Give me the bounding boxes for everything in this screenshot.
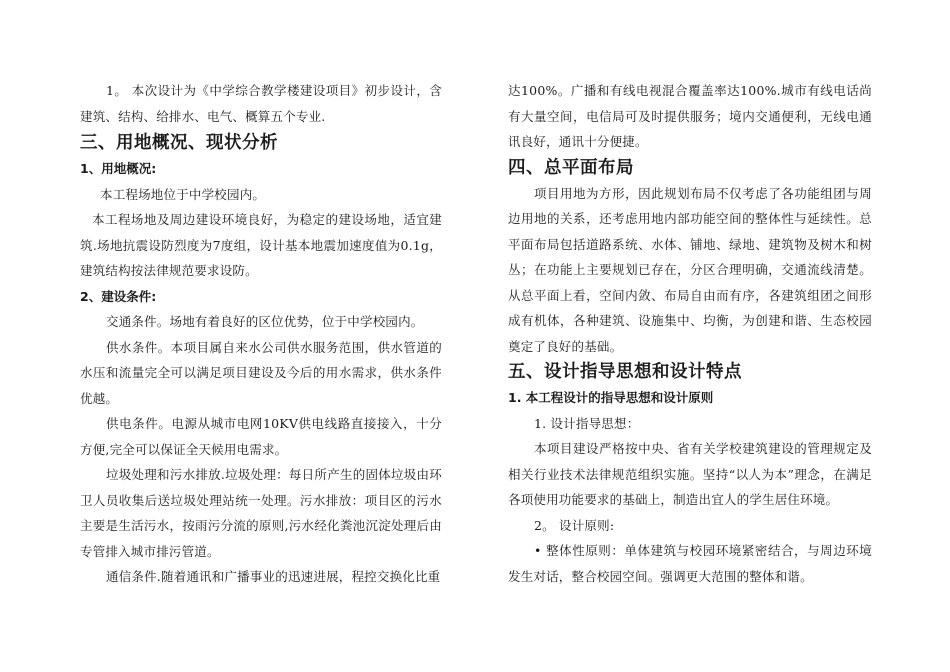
integrity-principle-paragraph: • 整体性原则：单体建筑与校园环境紧密结合，与周边环境发生对话，整合校园空间。强调更大范围的整体和谐。 — [508, 543, 872, 584]
site-layout-paragraph: 项目用地为方形，因此规划布局不仅考虑了各功能组团与周边用地的关系，还考虑用地内部功能空间的整体性与延续性。总平面布局包括道路系统、水体、铺地、绿地、建筑物及树木和树丛；在功能上主要规划已存在，分区合理明确，交通流线清楚。从总平面上看，空间内敛、布局自由而有序，各建筑组团之间形成有机体，各种建筑、设施集中、均衡，为创建和谐、生态校园奠定了良好的基础。 — [508, 185, 872, 354]
section-5-heading: 五、设计指导思想和设计特点 — [508, 362, 742, 382]
water-supply-paragraph: 供水条件。本项目属自来水公司供水服务范围，供水管道的水压和流量完全可以满足项目建设及今后的用水需求，供水条件优越。 — [80, 339, 442, 406]
traffic-paragraph: 交通条件。场地有着良好的区位优势，位于中学校园内。 — [106, 314, 424, 329]
left-column — [80, 78, 442, 590]
communication-paragraph-start: 通信条件.随着通讯和广播事业的迅速进展，程控交换化比重 — [106, 569, 441, 584]
right-column — [508, 78, 872, 589]
item-1-paragraph: 1。 本次设计为《中学综合教学楼建设项目》初步设计，含建筑、结构、给排水、电气、概算五个专业. — [80, 83, 442, 124]
guiding-ideology-paragraph: 本项目建设严格按中央、省有关学校建筑建设的管理规定及相关行业技术法律规范组织实施。坚持“以人为本”理念，在满足各项使用功能要求的基础上，制造出宜人的学生居住环境。 — [508, 441, 872, 507]
waste-disposal-paragraph: 垃圾处理和污水排放.垃圾处理：每日所产生的固体垃圾由环卫人员收集后送垃圾处理站统一处理。污水排放：项目区的污水主要是生活污水，按雨污分流的原则,污水经化粪池沉淀处理后由专管排入城市排污管道。 — [80, 467, 442, 559]
communication-paragraph-end: 达100%。广播和有线电视混合覆盖率达100%.城市有线电话尚有大量空间，电信局可及时提供服务；境内交通便利，无线电通讯良好，通讯十分便捷。 — [508, 83, 872, 149]
guiding-ideology-title: 1. 设计指导思想： — [534, 415, 640, 431]
site-overview-heading: 1、用地概况: — [80, 161, 157, 176]
guiding-principles-heading: 1. 本工程设计的指导思想和设计原则 — [508, 390, 714, 405]
construction-conditions-heading: 2、建设条件: — [80, 288, 157, 304]
power-supply-paragraph: 供电条件。电源从城市电网10KV供电线路直接接入，十分方便,完全可以保证全天候用电需求。 — [80, 416, 442, 457]
site-location-paragraph: 本工程场地位于中学校园内。 — [100, 186, 266, 202]
design-principles-title: 2。 设计原则: — [534, 517, 615, 533]
site-environment-paragraph: 本工程场地及周边建设环境良好，为稳定的建设场地，适宜建筑.场地抗震设防烈度为7度组，设计基本地震加速度值为0.1g，建筑结构按法律规范要求设防。 — [80, 212, 442, 278]
section-3-heading: 三、用地概况、现状分析 — [80, 133, 278, 153]
section-4-heading: 四、总平面布局 — [508, 157, 634, 178]
